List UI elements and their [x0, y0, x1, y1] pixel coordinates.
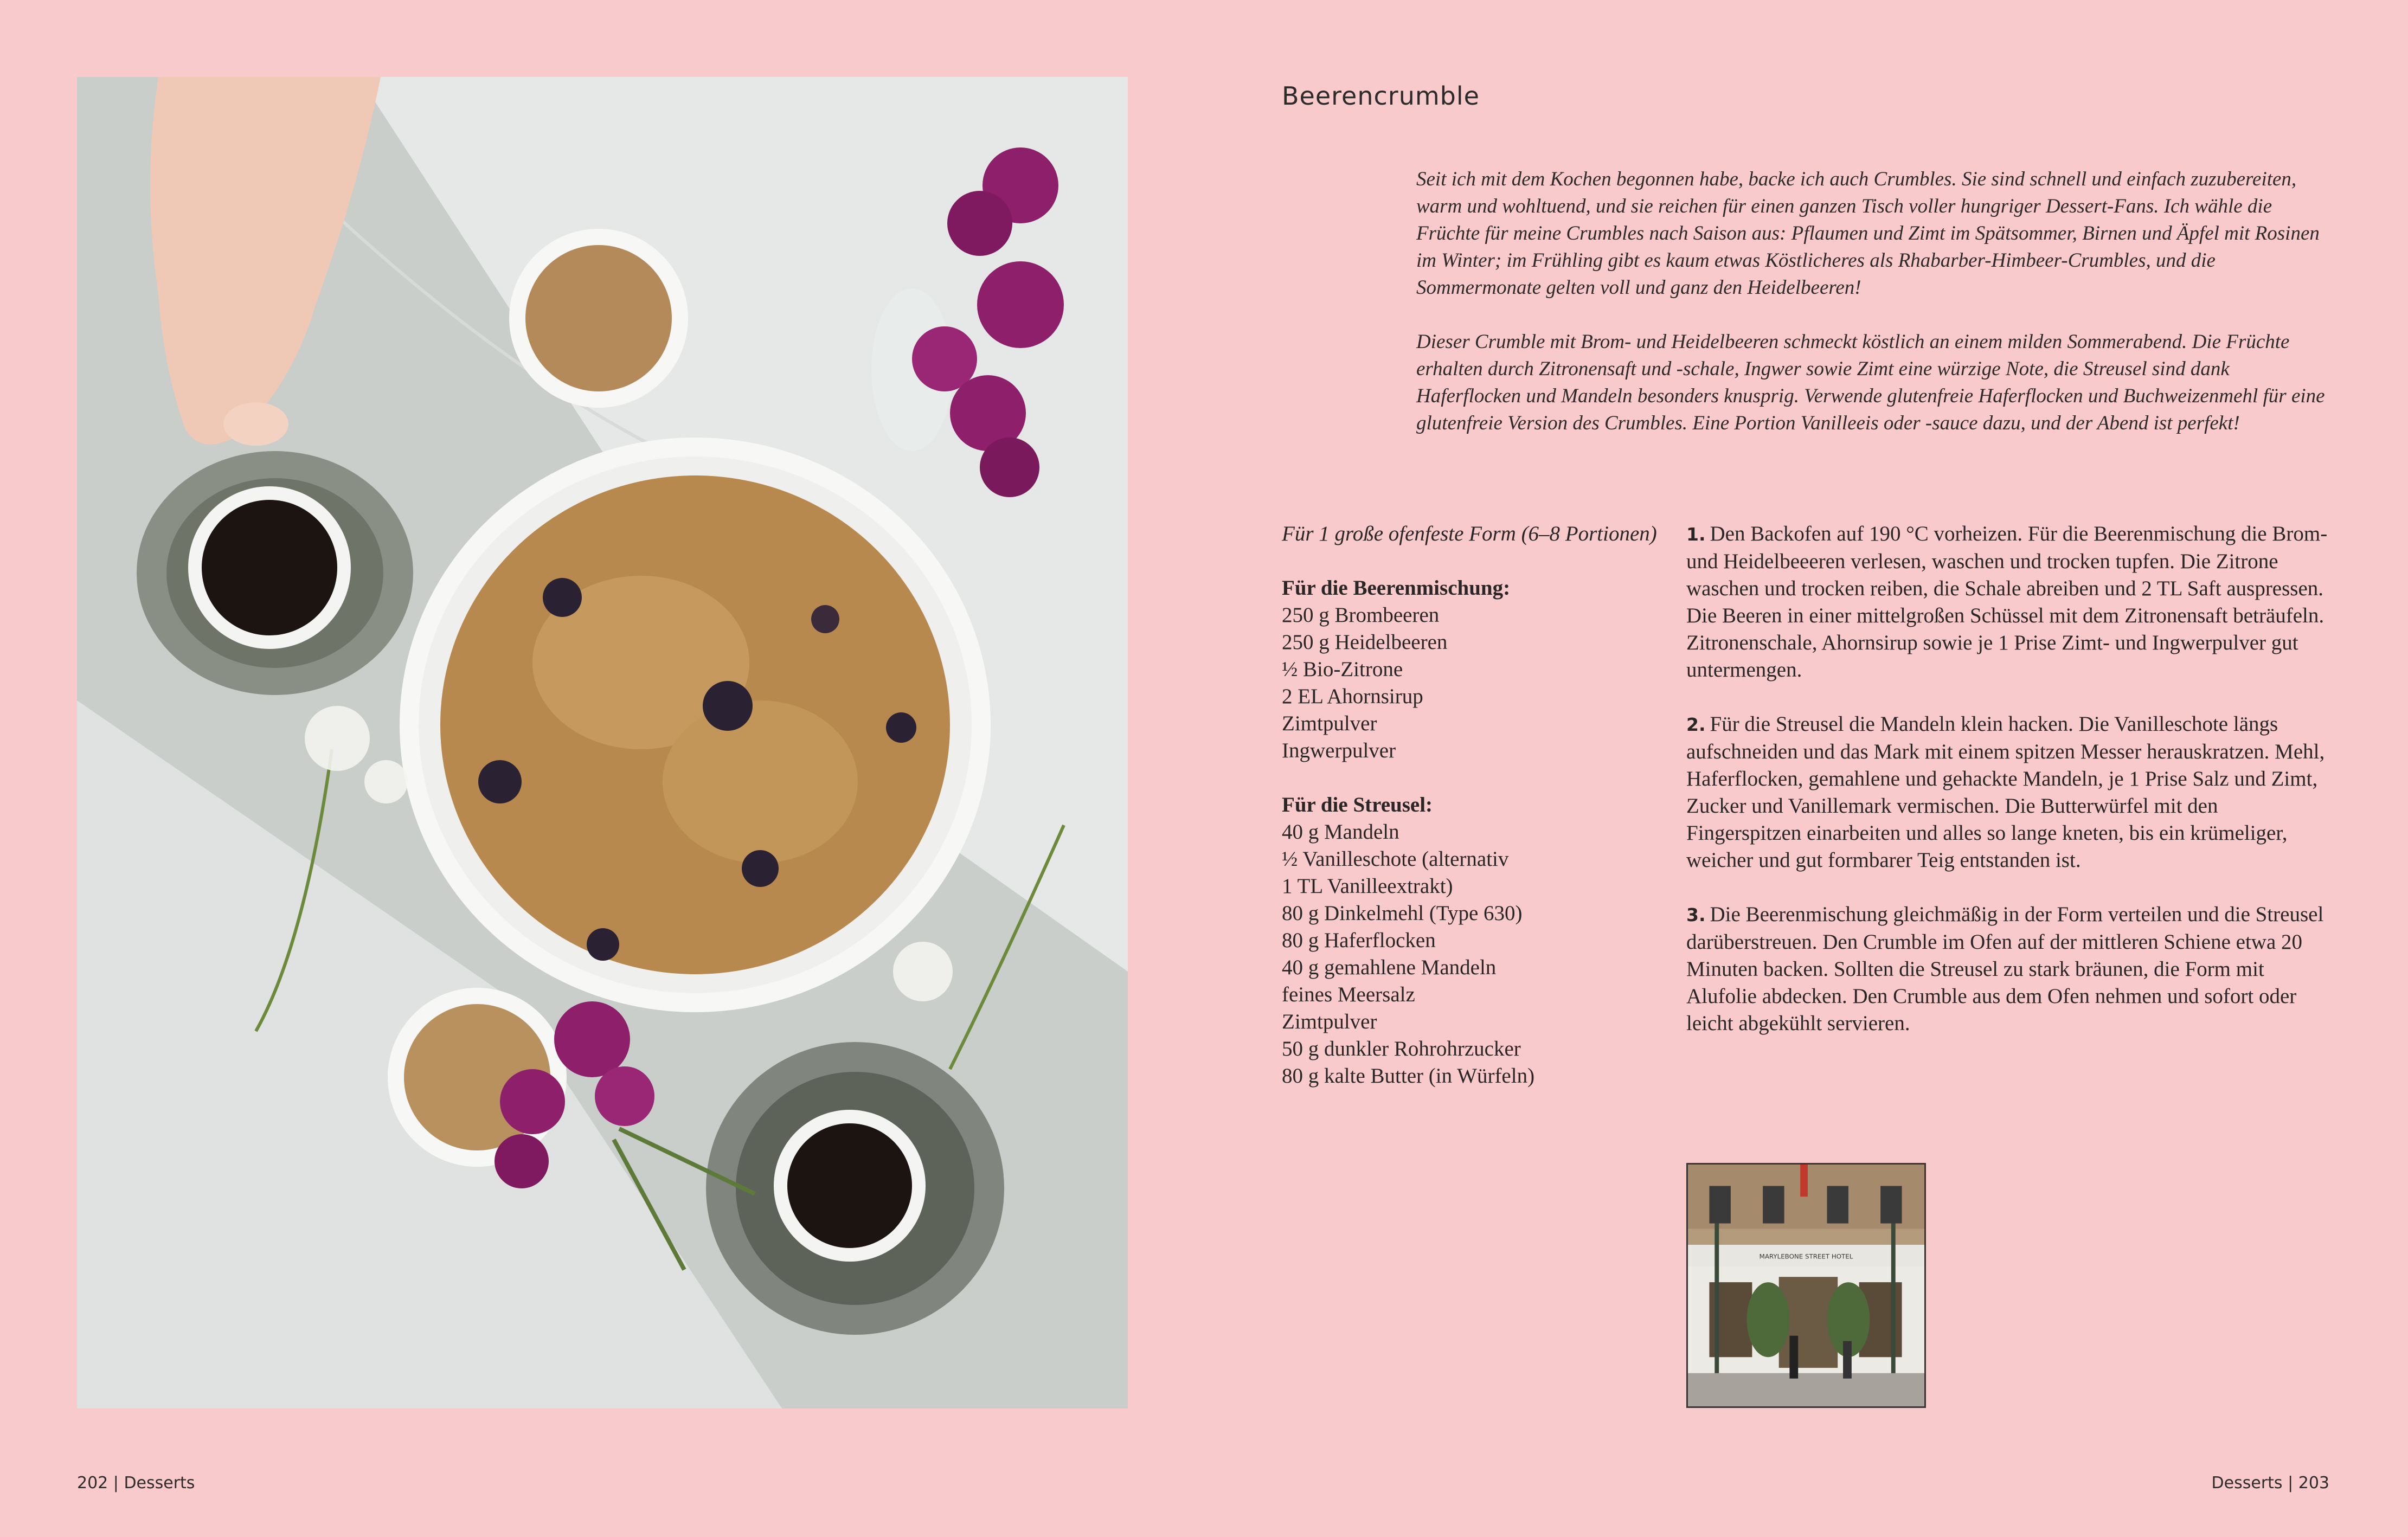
- intro-paragraph: Seit ich mit dem Kochen begonnen habe, backe ich auch Crumbles. Sie sind schnell und einfach zuzubereiten, warm und wohltuend, und sie reichen für einen ganzen Tisch voller hungriger Dessert-Fans. Ich wähle die Früchte für meine Crumbles nach Saison aus: Pflaumen und Zimt im Spätsommer, Birnen und Äpfel mit Rosinen im Winter; im Frühling gibt es kaum etwas Köstlicheres als Rhabarber-Himbeer-Crumbles, und die Sommermonate gelten voll und ganz den Heidelbeeren!: [1416, 168, 2320, 299]
- recipe-intro: [1416, 166, 2327, 464]
- method-step: [1686, 520, 2332, 684]
- step-number: 2.: [1686, 714, 1706, 735]
- ingredient-item: 2 EL Ahornsirup: [1282, 685, 1423, 708]
- step-text: Den Backofen auf 190 °C vorheizen. Für die Beerenmischung die Brom- und Heidelbeeeren verlesen, waschen und trocken tupfen. Die Zitrone waschen und trocken reiben, die Schale abreiben und 2 TL Saft auspressen. Die Beeren in einer mittelgroßen Schüssel mit dem Zitronensaft beträufeln. Zitronenschale, Ahornsirup sowie je 1 Prise Zimt- und Ingwerpulver gut untermengen.: [1686, 522, 2328, 681]
- ingredient-item: ½ Bio-Zitrone: [1282, 658, 1403, 681]
- method-step: [1686, 711, 2332, 874]
- ingredient-item: 40 g Mandeln: [1282, 820, 1399, 844]
- ingredient-item: 50 g dunkler Rohrohrzucker: [1282, 1037, 1521, 1060]
- storefront-photo: [1686, 1163, 1926, 1408]
- servings-note: Für 1 große ofenfeste Form (6–8 Portionen): [1282, 522, 1657, 545]
- ingredient-item: 1 TL Vanilleextrakt): [1282, 874, 1453, 898]
- ingredient-item: 250 g Heidelbeeren: [1282, 631, 1448, 654]
- crumble-photo: [77, 77, 1128, 1409]
- ingredient-item: Zimtpulver: [1282, 712, 1377, 735]
- ingredient-item: 40 g gemahlene Mandeln: [1282, 956, 1497, 979]
- ingredients-list: [1282, 520, 1683, 1117]
- ingredient-item: Ingwerpulver: [1282, 739, 1396, 762]
- step-number: 3.: [1686, 904, 1706, 925]
- page-folio-left: 202 | Desserts: [77, 1474, 195, 1493]
- page-folio-right: Desserts | 203: [2211, 1474, 2329, 1493]
- step-number: 1.: [1686, 524, 1706, 545]
- ingredient-item: 80 g Dinkelmehl (Type 630): [1282, 902, 1523, 925]
- ingredient-item: 80 g Haferflocken: [1282, 929, 1436, 952]
- ingredient-item: 250 g Brombeeren: [1282, 603, 1440, 627]
- ingredient-item: 80 g kalte Butter (in Würfeln): [1282, 1064, 1535, 1088]
- method-steps: [1686, 520, 2332, 1064]
- storefront-sign: MARYLEBONE STREET HOTEL: [1759, 1252, 1853, 1261]
- streusel-heading: Für die Streusel:: [1282, 793, 1433, 816]
- intro-paragraph: Dieser Crumble mit Brom- und Heidelbeeren schmeckt köstlich an einem milden Sommerabend. Die Früchte erhalten durch Zitronensaft und -schale, Ingwer sowie Zimt eine würzige Note, die Streusel sind dank Haferflocken und Mandeln besonders knusprig. Verwende glutenfreie Haferflocken und Buchweizenmehl für eine glutenfreie Version des Crumbles. Eine Portion Vanilleeis oder -sauce dazu, und der Abend ist perfekt!: [1416, 331, 2325, 434]
- streusel-ingredients: [1282, 792, 1683, 1090]
- ingredient-item: feines Meersalz: [1282, 983, 1415, 1006]
- fruit-ingredients: [1282, 575, 1683, 764]
- recipe-title: Beerencrumble: [1282, 81, 1480, 111]
- ingredient-item: ½ Vanilleschote (alternativ: [1282, 847, 1509, 871]
- method-step: [1686, 901, 2332, 1037]
- step-text: Für die Streusel die Mandeln klein hacken. Die Vanilleschote längs aufschneiden und das Mark mit einem spitzen Messer herauskratzen. Mehl, Haferflocken, gemahlene und gehackte Mandeln, je 1 Prise Salz und Zimt, Zucker und Vanillemark vermischen. Die Butterwürfel mit den Fingerspitzen einarbeiten und alles so lange kneten, bis ein krümeliger, weicher und gut formbarer Teig entstanden ist.: [1686, 712, 2325, 872]
- ingredient-item: Zimtpulver: [1282, 1010, 1377, 1033]
- fruit-heading: Für die Beerenmischung:: [1282, 576, 1511, 600]
- step-text: Die Beerenmischung gleichmäßig in der Form verteilen und die Streusel darüberstreuen. Den Crumble im Ofen auf der mittleren Schiene etwa 20 Minuten backen. Sollten die Streusel zu stark bräunen, die Form mit Alufolie abdecken. Den Crumble aus dem Ofen nehmen und sofort oder leicht abgekühlt servieren.: [1686, 903, 2324, 1035]
